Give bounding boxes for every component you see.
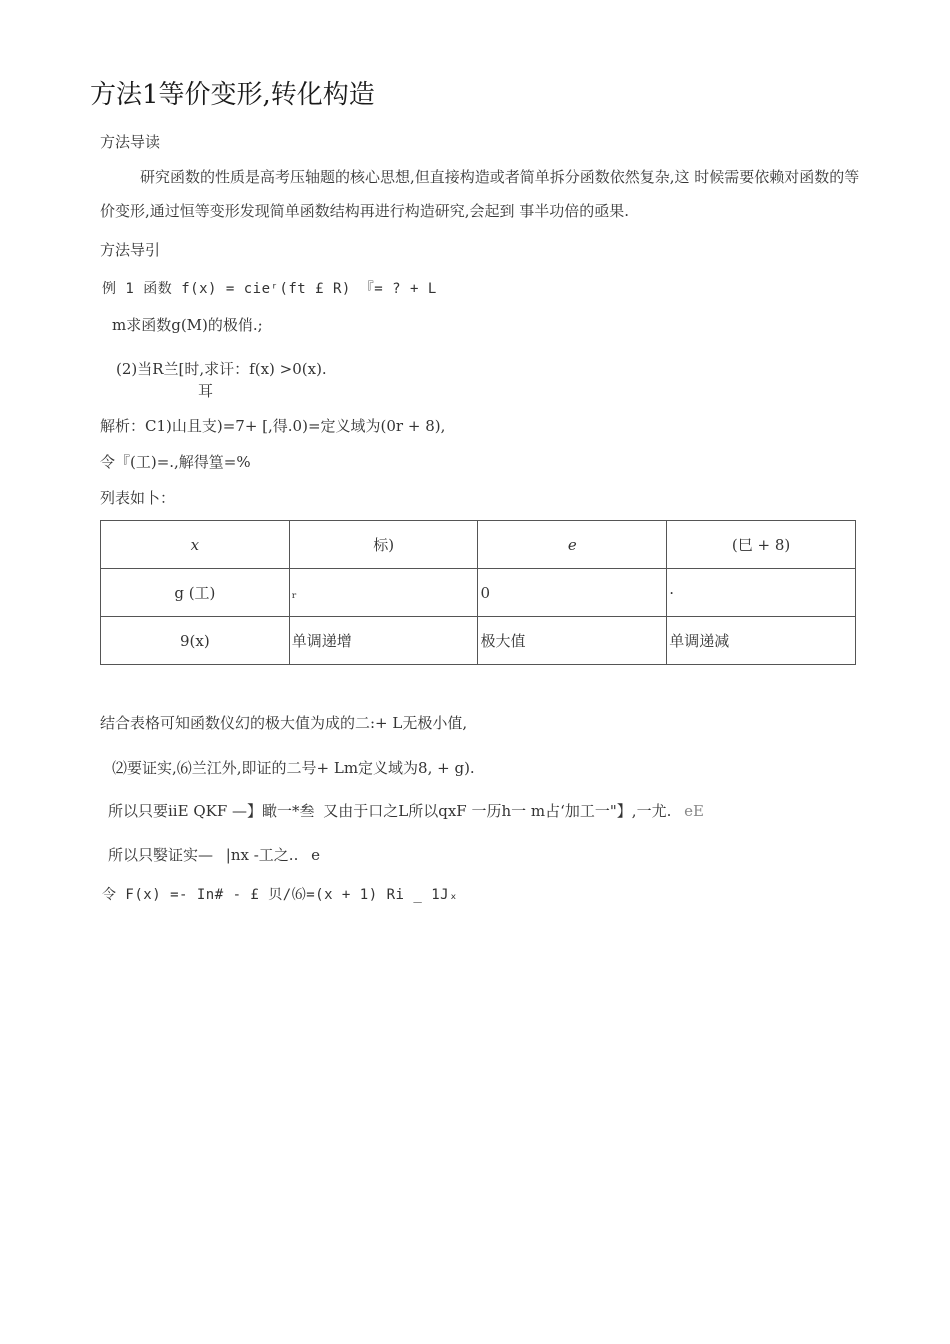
conclusion-line-5: 令 F(x) =- In# - £ 贝/⑹=(x + 1) Ri _ 1Jₓ [102,887,459,903]
table-header-cell: x [101,521,290,569]
section-title: 方法1等价变形,转化构造 [90,80,375,110]
conclusion-line-2: ⑵要证实,⑹兰江外,即证的二号+ Lm定义域为8, + g). [112,759,475,777]
conclusion-line-4 [108,845,320,865]
example-line-3: (2)当R兰[时,求讦：f(x) >0(x). [116,360,327,378]
table-cell: 0 [478,569,667,617]
solution-line-2: 令『(工)=.,解得篁=% [100,453,251,471]
table-row [101,569,856,617]
lead-heading: 方法导引 [100,241,161,259]
example-line-1: 例 1 函数 f(x) = cieʳ(ft £ R) 『= ? + L [102,281,437,297]
conclusion-line-3-part-3: eE [684,802,704,820]
conclusion-line-1: 结合表格可知函数仪幻的极大值为成的二:+ L无极小值, [100,714,468,732]
table-cell: g (工) [101,569,290,617]
table-header-cell: (巳 + 8) [667,521,856,569]
table-cell: · [667,569,856,617]
conclusion-line-4-part-2: |nx -工之.. [225,846,299,864]
conclusion-line-3-part-1: 所以只要iiE QKF —】瞰一*叁 [108,802,315,820]
conclusion-line-3 [108,801,704,821]
table-cell: ᵣ [289,569,478,617]
table-cell: 极大值 [478,617,667,665]
solution-line-3: 列表如卜： [100,489,176,507]
conclusion-line-4-part-1: 所以只嫛证实— [108,846,214,864]
table-header-cell: e [478,521,667,569]
conclusion-line-4-part-3: e [311,846,321,864]
table-header-cell: 标) [289,521,478,569]
table-row [101,617,856,665]
table-cell: 单调递增 [289,617,478,665]
guide-paragraph: 研究函数的性质是高考压轴题的核心思想,但直接构造或者简单拆分函数依然复杂,这 时候需要依赖对函数的等价变形,通过恒等变形发现简单函数结构再进行构造研究,会起到 事半功倍的亟果. [100,168,860,220]
example-line-3-subscript: 耳 [198,382,214,400]
table-header-row [101,521,856,569]
variation-table [100,520,856,665]
conclusion-line-3-part-2: 又由于口之L所以qxF 一历h一 m占‘加工一"】,一尤. [323,802,672,820]
guide-heading: 方法导读 [100,133,161,151]
table-cell: 单调递减 [667,617,856,665]
example-line-2: m求函数g(M)的极俏.; [112,316,263,334]
table-cell: 9(x) [101,617,290,665]
solution-line-1: 解析：C1)山且支)=7+ [,得.0)=定义域为(0r + 8), [100,417,446,435]
